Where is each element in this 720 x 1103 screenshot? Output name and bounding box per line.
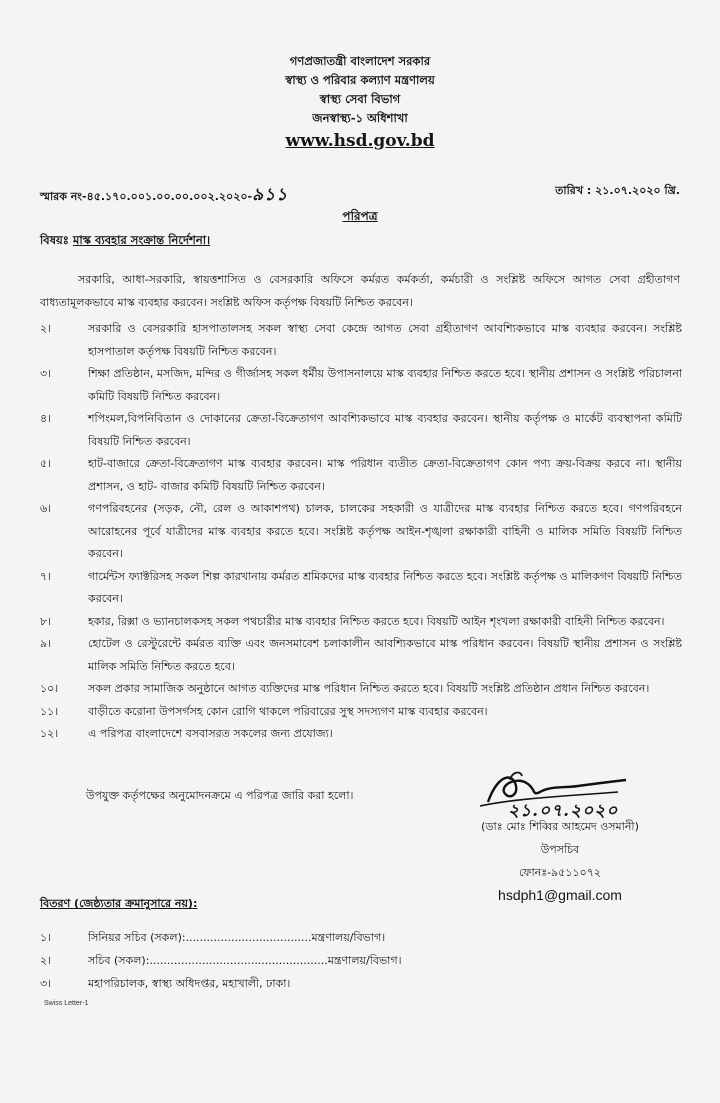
intro-paragraph (40, 268, 680, 314)
government-name: গণপ্রজাতন্ত্রী বাংলাদেশ সরকার (289, 54, 431, 68)
distribution-text: মহাপরিচালক, স্বাস্থ্য অধিদপ্তর, মহাখালী, ঢাকা। (88, 977, 291, 990)
memo-date: তারিখ : ২১.০৭.২০২০ খ্রি. (555, 184, 680, 197)
directive-text: গার্মেন্টস ফ্যাক্টরিসহ সকল শিল্প কারখানায় কর্মরত শ্রমিকদের মাস্ক ব্যবহার নিশ্চিত করতে হবে। সংশ্লিষ্ট কর্তৃপক্ষ ও মালিকগণ বিষয়টি নিশ্চিত করবেন। (88, 569, 682, 605)
distribution-number: ১। (40, 931, 52, 944)
directive-item (40, 723, 682, 746)
directive-text: এ পরিপত্র বাংলাদেশে বসবাসরত সকলের জন্য প্রযোজ্য। (88, 727, 333, 740)
directive-number: ৮। (40, 614, 52, 628)
directive-number: ৪। (40, 412, 52, 425)
directive-text: সকল প্রকার সামাজিক অনুষ্ঠানে আগত ব্যক্তিদের মাস্ক পরিধান নিশ্চিত করতে হবে। বিষয়টি সংশ্লিষ্ট প্রতিষ্ঠান প্রধান নিশ্চিত করবেন। (88, 682, 650, 695)
signatory-block (440, 815, 680, 907)
signatory-email[interactable]: hsdph1@gmail.com (498, 887, 622, 903)
directive-item (40, 453, 682, 498)
memo-handwritten-number: ৯১১ (252, 185, 289, 205)
directive-text: সরকারি ও বেসরকারি হাসপাতালসহ সকল স্বাস্থ্য সেবা কেন্দ্রে আগত সেবা গ্রহীতাগণ আবশ্যিকভাবে মাস্ক ব্যবহার করবেন। সংশ্লিষ্ট হাসপাতাল কর্তৃপক্ষ বিষয়টি নিশ্চিত করবেন। (88, 322, 682, 358)
distribution-number: ২। (40, 954, 52, 967)
directive-item (40, 363, 682, 408)
website-link[interactable]: www.hsd.gov.bd (285, 131, 435, 151)
closing-statement: উপযুক্ত কর্তৃপক্ষের অনুমোদনক্রমে এ পরিপত্র জারি করা হলো। (86, 789, 354, 802)
distribution-item (40, 972, 680, 995)
directive-item (40, 678, 682, 701)
directive-item (40, 318, 682, 363)
directive-number: ১২। (40, 727, 59, 740)
directive-item (40, 408, 682, 453)
subject-text: মাস্ক ব্যবহার সংক্রান্ত নির্দেশনা। (72, 233, 211, 247)
directive-number: ৯। (40, 637, 52, 650)
directive-number: ১০। (40, 682, 59, 695)
directive-number: ৭। (40, 569, 52, 583)
directive-number: ১১। (40, 704, 59, 718)
directive-text: বাড়ীতে করোনা উপসর্গসহ কোন রোগি থাকলে পরিবারের সুস্থ সদস্যগণ মাস্ক ব্যবহার করবেন। (88, 704, 488, 718)
distribution-list (40, 926, 680, 995)
directive-list (40, 318, 682, 746)
directive-text: গণপরিবহনের (সড়ক, নৌ, রেল ও আকাশপথ) চালক, চালকের সহকারী ও যাত্রীদের মাস্ক ব্যবহার নিশ্চিত করতে হবে। গণপরিবহনে আরোহনের পূর্বে যাত্রীদের মাস্ক ব্যবহার করতে হবে। সংশ্লিষ্ট কর্তৃপক্ষ আইন-শৃঙ্খলা রক্ষাকারী বাহিনী ও মালিক সমিতি বিষয়টি নিশ্চিত করবেন। (88, 502, 682, 560)
distribution-number: ৩। (40, 977, 52, 990)
directive-text: শপিংমল,বিপনিবিতান ও দোকানের ক্রেতা-বিক্রেতাগণ আবশ্যিকভাবে মাস্ক ব্যবহার করবেন। স্থানীয় কর্তৃপক্ষ ও মার্কেট ব্যবস্থাপনা কমিটি বিষয়টি নিশ্চিত করবেন। (88, 412, 682, 448)
directive-item (40, 633, 682, 678)
branch-name: জনস্বাস্থ্য-১ অধিশাখা (312, 111, 408, 125)
distribution-title: বিতরণ (জেষ্ঠ্যতার ক্রমানুসারে নয়): (40, 897, 198, 910)
signatory-designation: উপসচিব (540, 843, 580, 856)
memo-number-text: স্মারক নং-৪৫.১৭০.০০১.০০.০০.০০২.২০২০- (40, 190, 253, 203)
directive-item (40, 498, 682, 566)
signatory-phone: ফোনঃ-৯৫১১০৭২ (518, 866, 602, 879)
directive-item (40, 611, 682, 634)
document-title: পরিপত্র (342, 209, 378, 223)
directive-text: হকার, রিক্সা ও ভ্যানচালকসহ সকল পথচারীর মাস্ক ব্যবহার নিশ্চিত করতে হবে। বিষয়টি আইন শৃংখলা রক্ষাকারী বাহিনী নিশ্চিত করবেন। (88, 614, 665, 628)
distribution-item (40, 949, 680, 972)
distribution-item (40, 926, 680, 949)
directive-number: ২। (40, 322, 52, 335)
subject-label: বিষয়ঃ (40, 233, 69, 247)
directive-item (40, 566, 682, 611)
letterhead (200, 52, 520, 152)
directive-item (40, 701, 682, 724)
distribution-text: সিনিয়র সচিব (সকল):....................................মন্ত্রণালয়/বিভাগ। (88, 931, 386, 944)
signature-date: ২১.০৭.২০২০ (508, 801, 619, 821)
intro-text: সরকারি, আধা-সরকারি, স্বায়ত্তশাসিত ও বেসরকারি অফিসে কর্মরত কর্মকর্তা, কর্মচারী ও সংশ্লিষ্ট অফিসে আগত সেবা গ্রহীতাগণ বাধ্যতামূলকভাবে মাস্ক ব্যবহার করবেন। সংশ্লিষ্ট অফিস কর্তৃপক্ষ বিষয়টি নিশ্চিত করবেন। (40, 273, 680, 309)
directive-number: ৫। (40, 457, 52, 470)
directive-number: ৩। (40, 367, 52, 380)
signatory-name: (ডাঃ মোঃ শিব্বির আহমেদ ওসমানী) (481, 820, 639, 833)
directive-text: শিক্ষা প্রতিষ্ঠান, মসজিদ, মন্দির ও গীর্জাসহ সকল ধর্মীয় উপাসনালয়ে মাস্ক ব্যবহার নিশ্চিত করতে হবে। স্থানীয় প্রশাসন ও সংশ্লিষ্ট পরিচালনা কমিটি বিষয়টি নিশ্চিত করবেন। (88, 367, 682, 403)
memo-number (40, 182, 288, 210)
distribution-text: সচিব (সকল):...................................................মন্ত্রণালয়/বিভাগ। (88, 954, 402, 967)
ministry-name: স্বাস্থ্য ও পরিবার কল্যাণ মন্ত্রণালয় (285, 73, 435, 87)
directive-text: হোটেল ও রেস্টুরেন্টে কর্মরত ব্যক্তি এবং জনসমাবেশ চলাকালীন আবশ্যিকভাবে মাস্ক পরিধান করবেন। বিষয়টি স্থানীয় প্রশাসন ও সংশ্লিষ্ট মালিক সমিতি নিশ্চিত করতে হবে। (88, 637, 682, 673)
directive-text: হাট-বাজারে ক্রেতা-বিক্রেতাগণ মাস্ক ব্যবহার করবেন। মাস্ক পরিধান ব্যতীত ক্রেতা-বিক্রেতাগণ কোন পণ্য ক্রয়-বিক্রয় করবে না। স্থানীয় প্রশাসন, ও হাট- বাজার কমিটি বিষয়টি নিশ্চিত করবেন। (88, 457, 682, 493)
division-name: স্বাস্থ্য সেবা বিভাগ (319, 92, 401, 106)
directive-number: ৬। (40, 502, 52, 515)
footer-note: Swiss Letter-1 (44, 1000, 89, 1007)
subject-line (40, 232, 210, 251)
